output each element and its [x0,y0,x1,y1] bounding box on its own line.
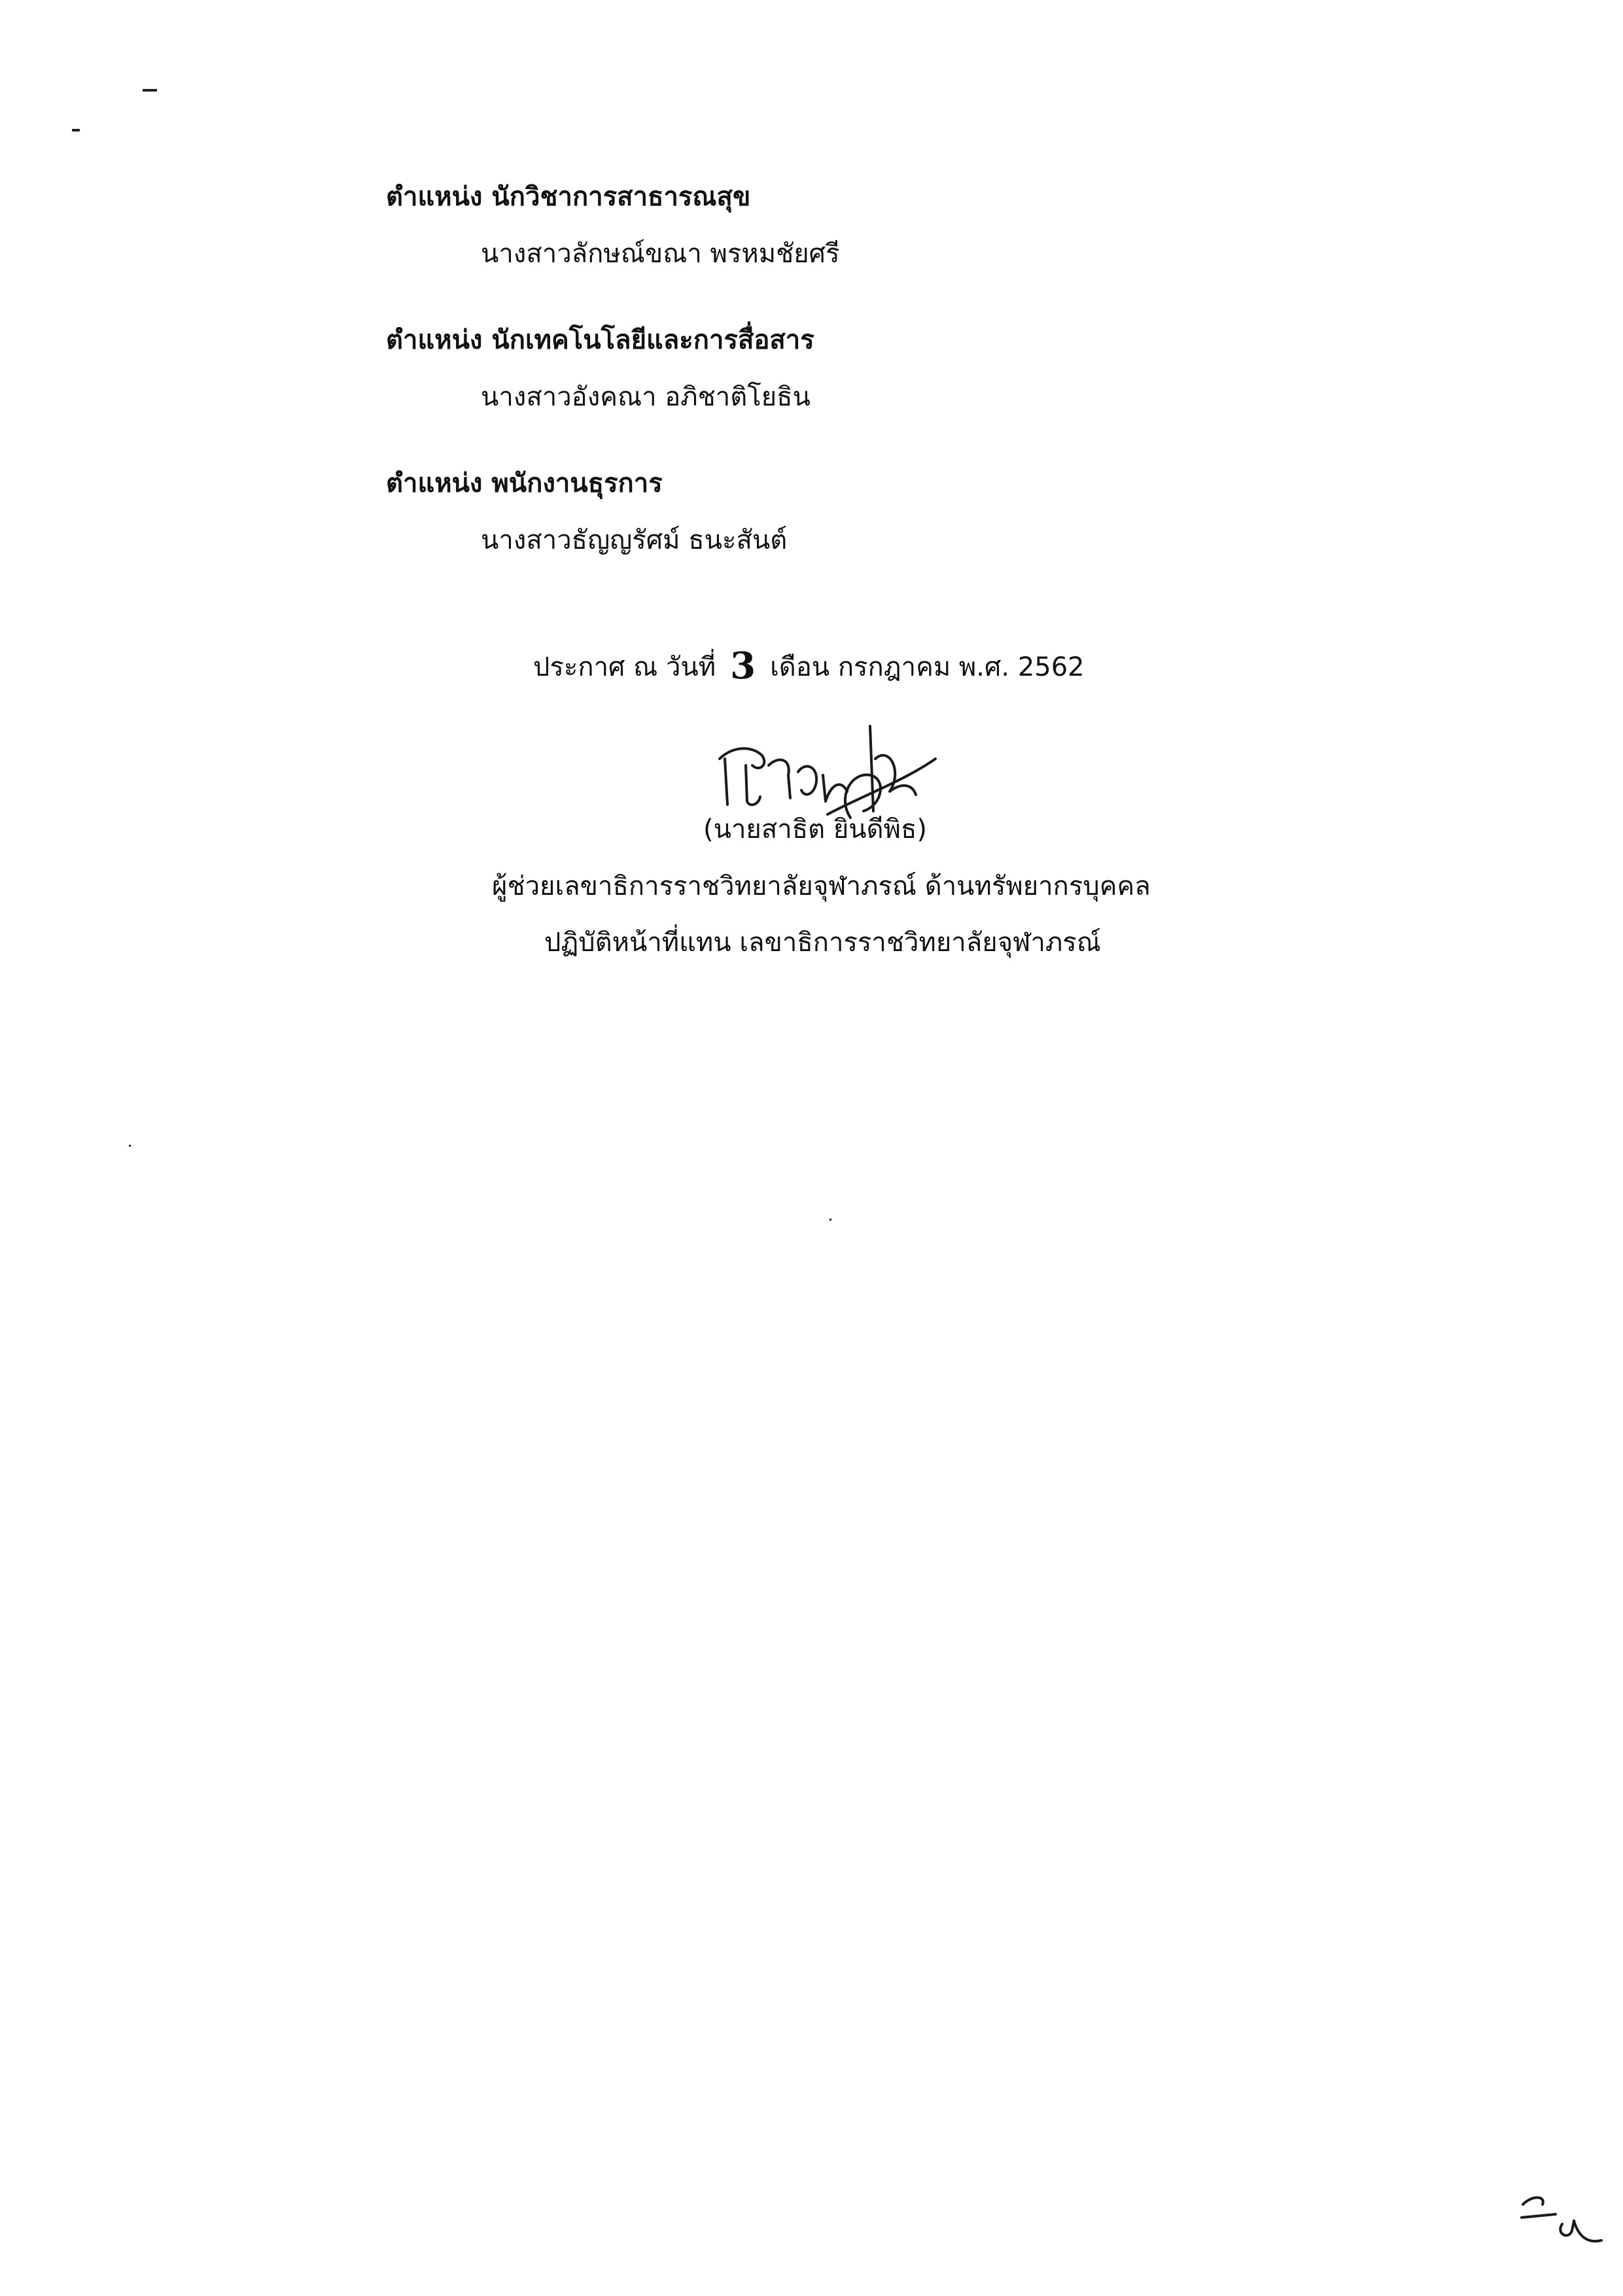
announcement-date-line [533,644,1085,687]
scan-mark [129,1145,131,1147]
scan-mark [829,1219,831,1221]
position-name-public-health: นางสาวลักษณ์ขณา พรหมชัยศรี [481,239,840,269]
scan-mark [143,89,157,92]
handwritten-page-mark [1516,2188,1608,2247]
announcement-prefix: ประกาศ ณ วันที่ [533,652,716,682]
announcement-suffix: เดือน กรกฎาคม พ.ศ. 2562 [770,652,1085,682]
signer-title-line2: ปฏิบัติหน้าที่แทน เลขาธิการราชวิทยาลัยจุฬาภรณ์ [544,928,1101,958]
signer-title-line1: ผู้ช่วยเลขาธิการราชวิทยาลัยจุฬาภรณ์ ด้านทรัพยากรบุคคล [492,871,1151,901]
announcement-day: 3 [730,644,756,687]
position-name-admin: นางสาวธัญญรัศม์ ธนะสันต์ [481,525,788,555]
scan-mark [72,129,80,131]
position-name-it: นางสาวอังคณา อภิชาติโยธิน [481,382,811,412]
signer-name: (นายสาธิต ยินดีพิธ) [703,814,927,844]
position-heading-public-health: ตำแหน่ง นักวิชาการสาธารณสุข [386,182,751,212]
position-heading-admin: ตำแหน่ง พนักงานธุรการ [386,468,663,498]
position-heading-it: ตำแหน่ง นักเทคโนโลยีและการสื่อสาร [386,325,814,355]
